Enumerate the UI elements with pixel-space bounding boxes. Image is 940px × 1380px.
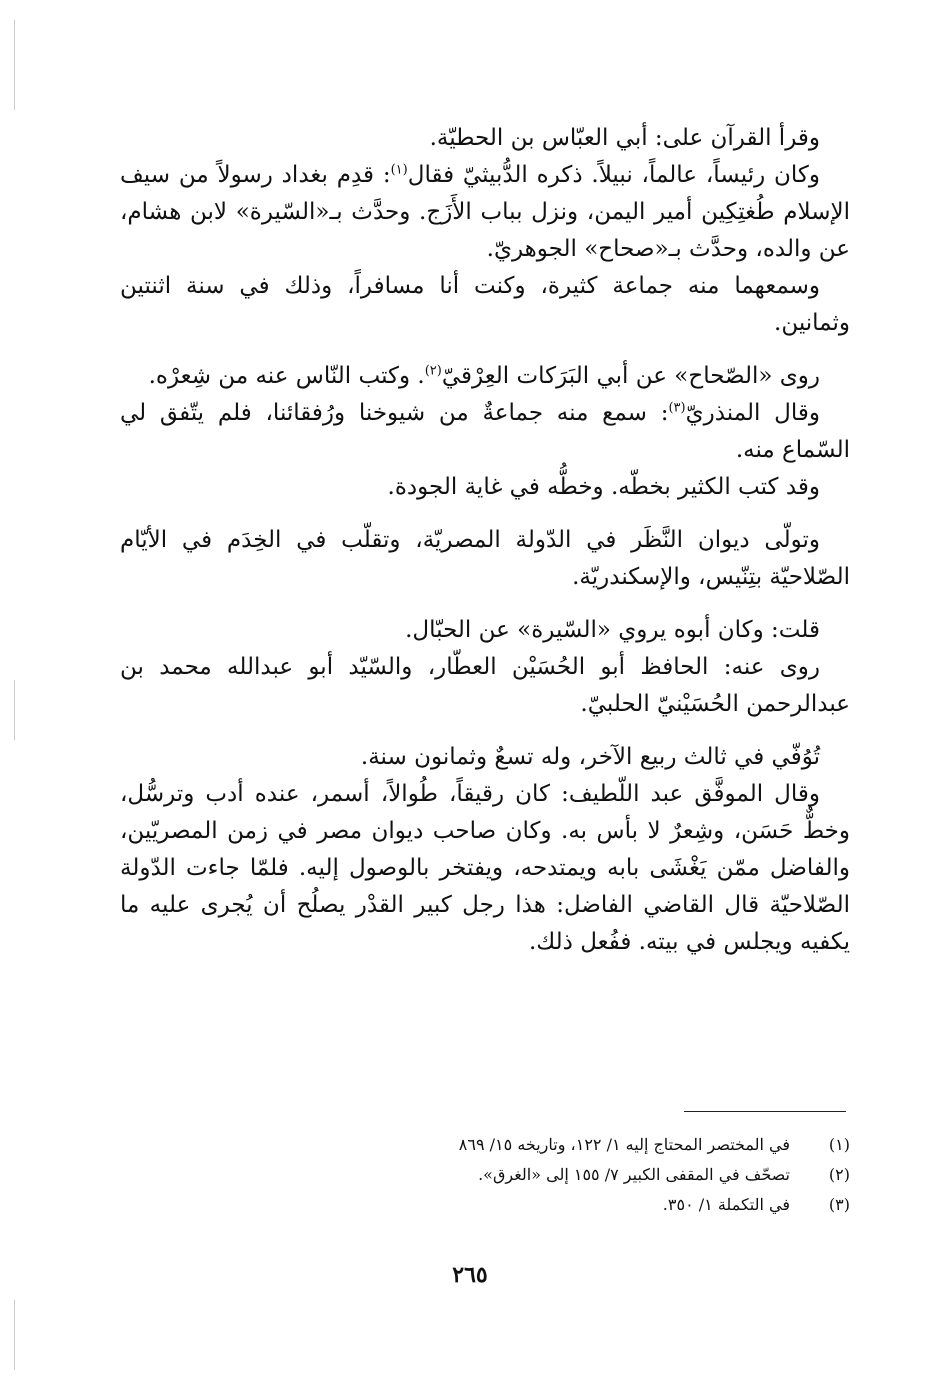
footnote-1 (300, 1130, 850, 1160)
footnote-number: (٢) (828, 1165, 850, 1184)
scan-edge-mark (14, 1300, 15, 1370)
footnotes (300, 1130, 850, 1220)
paragraph-heard-from-him: وسمعهما منه جماعة كثيرة، وكنت أنا مسافراً، وذلك في سنة اثنتين وثمانين. (120, 273, 850, 336)
paragraph-muwaffaq: وقال الموفَّق عبد اللّطيف: كان رقيقاً، طُوالاً، أسمر، عنده أدب وترسُّل، وخطٌّ حَسَن، وشِعرٌ لا بأس به. وكان صاحب ديوان مصر في زمن المصريّين، والفاضل ممّن يَغْشَى بابه ويمتدحه، ويفتخر بالوصول إليه. فلمّا جاءت الدّولة الصّلاحيّة قال القاضي الفاضل: هذا رجل كبير القدْر يصلُح أن يُجرى عليه ما يكفيه ويجلس في بيته. ففُعل ذلك. (120, 781, 850, 955)
paragraph-quran-reading: وقرأ القرآن على: أبي العبّاس بن الحطيّة. (429, 125, 820, 151)
page-number: ٢٦٥ (452, 1262, 488, 1288)
footnote-ref-1: (١) (390, 162, 408, 178)
paragraph-handwriting: وقد كتب الكثير بخطّه. وخطُّه في غاية الجودة. (387, 474, 820, 500)
footnote-2 (300, 1160, 850, 1190)
footnote-text: تصحّف في المقفى الكبير ٧/ ١٥٥ إلى «الغرق». (478, 1165, 790, 1184)
main-text (120, 120, 850, 961)
footnote-3 (300, 1190, 850, 1220)
footnote-separator (684, 1111, 846, 1112)
paragraph-note-father: قلت: وكان أبوه يروي «السّيرة» عن الحبّال. (405, 617, 820, 643)
scan-edge-mark (14, 680, 15, 740)
paragraph-narrated-sihah: روى «الصّحاح» عن أبي البَرَكات العِرْقيّ$^{(٢)}$. وكتب النّاس عنه من شِعرْه. (148, 363, 820, 389)
footnote-number: (٣) (828, 1195, 850, 1214)
paragraph-mundhiri: وقال المنذريّ$^{(٣)}$: سمع منه جماعةٌ من شيوخنا ورُفقائنا، فلم يتّفق لي السّماع منه. (120, 400, 850, 463)
footnote-number: (١) (828, 1135, 850, 1154)
paragraph-death: تُوُفّي في ثالث ربيع الآخر، وله تسعٌ وثمانون سنة. (360, 744, 820, 770)
paragraph-narrated-from-him: روى عنه: الحافظ أبو الحُسَيْن العطّار، والسّيّد أبو عبدالله محمد بن عبدالرحمن الحُسَيْنيّ الحلبيّ. (120, 654, 850, 717)
footnote-ref-3: (٣) (668, 400, 686, 416)
footnote-text: في التكملة ١/ ٣٥٠. (662, 1195, 790, 1214)
scan-edge-mark (14, 20, 15, 110)
paragraph-diwan: وتولّى ديوان النَّظَر في الدّولة المصريّة، وتقلّب في الخِدَم في الأيّام الصّلاحيّة بتِنّيس، والإسكندريّة. (120, 527, 850, 590)
footnote-text: في المختصر المحتاج إليه ١/ ١٢٢، وتاريخه ١٥/ ٨٦٩ (458, 1135, 790, 1154)
footnote-ref-2: (٢) (424, 363, 442, 379)
paragraph-dubaythi: وكان رئيساً، عالماً، نبيلاً. ذكره الدُّبيثيّ فقال$^{(١)}$: قدِم بغداد رسولاً من سيف الإسلام طُغتِكِين أمير اليمن، ونزل بباب الأَزَج. وحدَّث بـ«السّيرة» لابن هشام، عن والده، وحدَّث بـ«صحاح» الجوهريّ. (120, 162, 850, 262)
